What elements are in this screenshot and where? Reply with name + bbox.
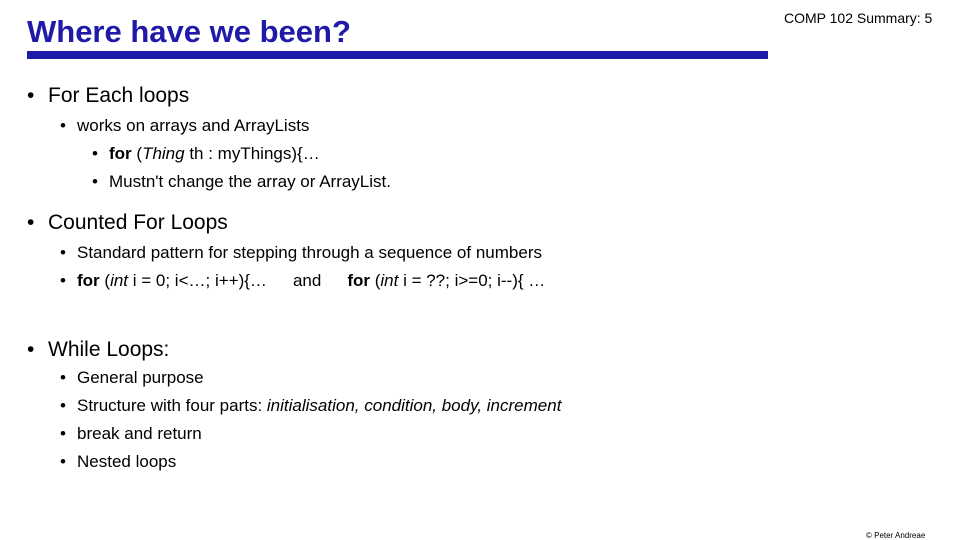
code-type: int [380, 271, 399, 290]
code-rest: th : myThings){… [184, 144, 320, 163]
bullet-dot: • [27, 84, 35, 107]
bullet-counted [27, 211, 228, 235]
code-keyword: for [347, 271, 370, 290]
code-open: ( [369, 271, 381, 290]
foreach-code-line [92, 144, 320, 164]
while-item1-line [60, 368, 204, 388]
code-rest: i = 0; i<…; i++){… [128, 271, 267, 290]
code-open: ( [99, 271, 111, 290]
while-item1: General purpose [77, 368, 204, 387]
while-item2-prefix: Structure with four parts: [77, 396, 267, 415]
code-rest: i = ??; i>=0; i--){ … [398, 271, 546, 290]
bullet-dot: • [27, 211, 35, 234]
while-item2-line [60, 396, 561, 416]
while-item4-line [60, 452, 176, 472]
bullet-dot: • [60, 271, 66, 290]
code-keyword: for [77, 271, 100, 290]
foreach-note-line [92, 172, 391, 192]
code-type: int [110, 271, 129, 290]
while-item4: Nested loops [77, 452, 177, 471]
code-type: Thing [142, 144, 185, 163]
counted-code-line [60, 271, 545, 291]
foreach-heading: For Each loops [48, 84, 190, 107]
bullet-dot: • [60, 116, 66, 135]
bullet-dot: • [92, 172, 98, 191]
copyright-footer: © Peter Andreae [866, 531, 926, 540]
foreach-note: Mustn't change the array or ArrayList. [109, 172, 391, 191]
while-item3: break and return [77, 424, 202, 443]
course-label: COMP 102 Summary: 5 [784, 10, 933, 26]
bullet-dot: • [60, 424, 66, 443]
bullet-dot: • [60, 452, 66, 471]
code-keyword: for [109, 144, 132, 163]
counted-sub1-line [60, 243, 542, 263]
bullet-dot: • [60, 243, 66, 262]
bullet-dot: • [60, 368, 66, 387]
while-item3-line [60, 424, 202, 444]
slide-title: Where have we been? [27, 14, 351, 49]
bullet-foreach [27, 84, 189, 108]
title-underline [27, 51, 768, 59]
foreach-sub1-line [60, 116, 309, 136]
while-item2-parts: initialisation, condition, body, increment [266, 396, 562, 415]
bullet-while [27, 338, 169, 362]
code-open: ( [131, 144, 143, 163]
bullet-dot: • [60, 396, 66, 415]
counted-heading: Counted For Loops [48, 211, 228, 234]
bullet-dot: • [27, 338, 35, 361]
bullet-dot: • [92, 144, 98, 163]
and-text: and [292, 271, 322, 290]
counted-sub1: Standard pattern for stepping through a sequence of numbers [77, 243, 542, 262]
while-heading: While Loops: [48, 338, 170, 361]
foreach-sub1: works on arrays and ArrayLists [77, 116, 310, 135]
